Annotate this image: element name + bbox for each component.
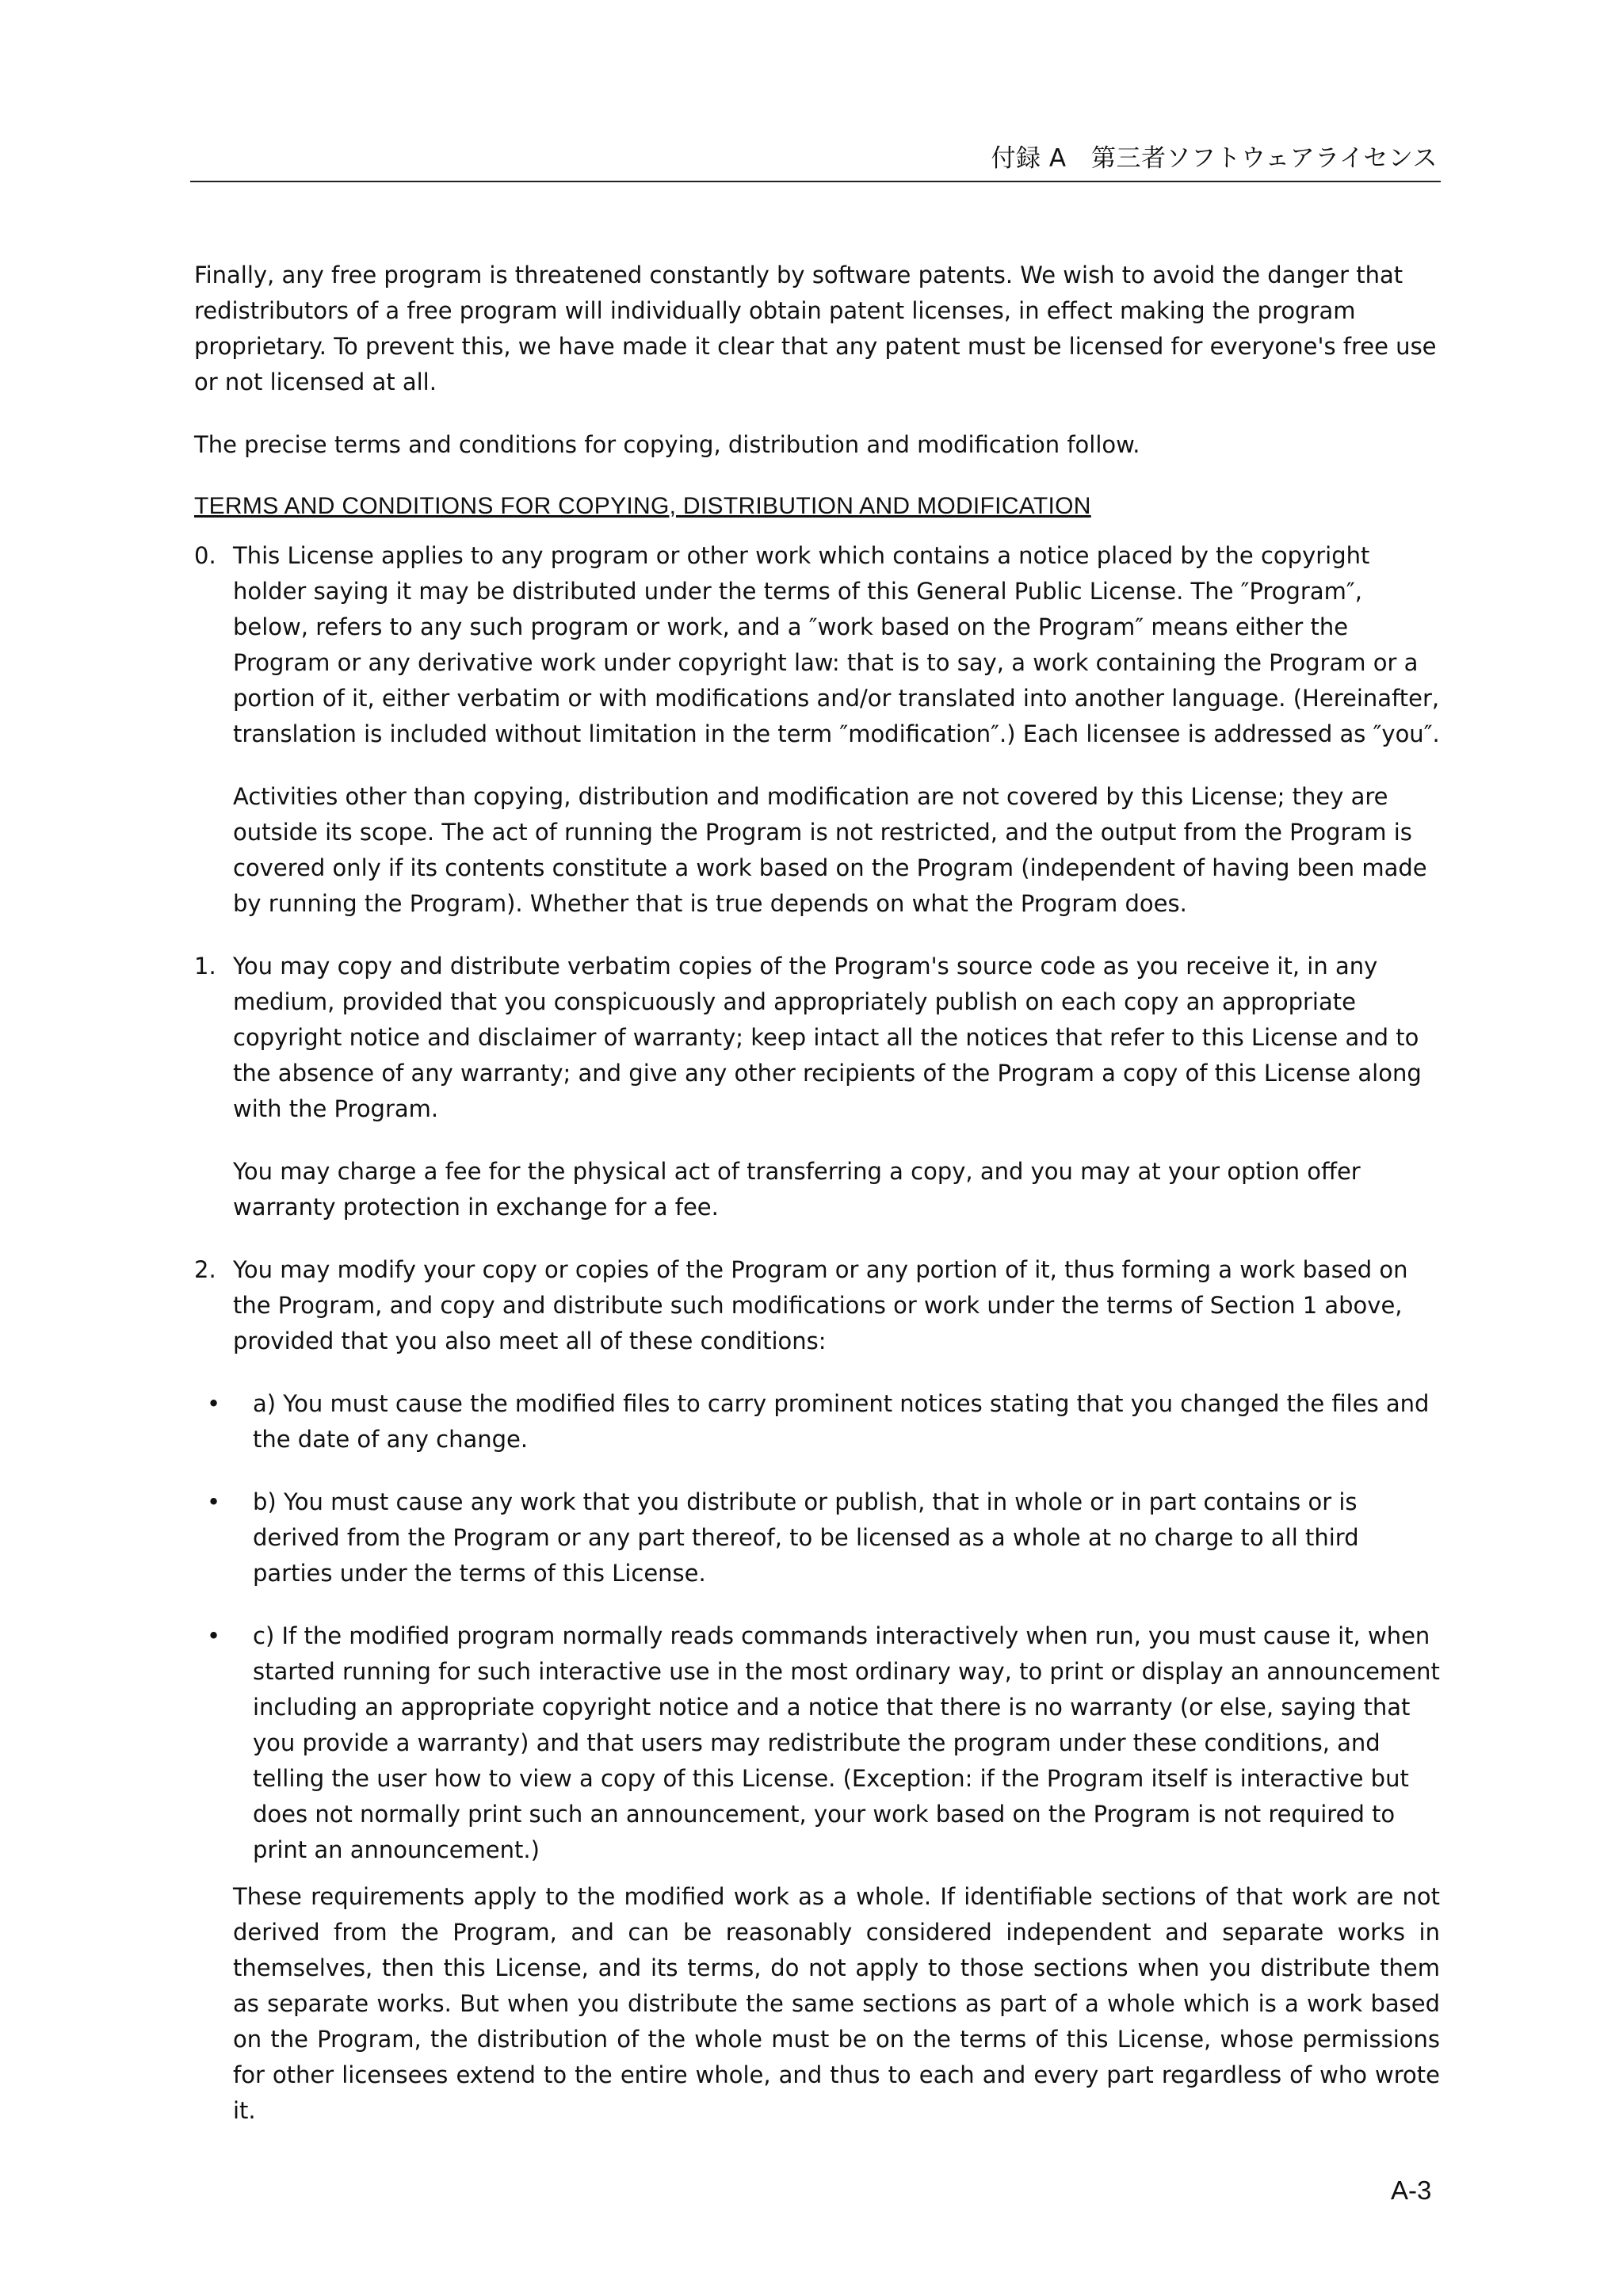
term-item-2: [194, 1252, 1440, 1359]
term-item-0: [194, 538, 1440, 922]
condition-item-c: [194, 1618, 1440, 1868]
closing-paragraph: These requirements apply to the modified work as a whole. If identifiable sections of that work are not derived from the Program, and can be reasonably considered independent and separate works in themselves, then this License, and its terms, do not apply to those sections when you distribute them as separate works. But when you distribute the same sections as part of a whole which is a work based on the Program, the distribution of the whole must be on the terms of this License, whose permissions for other licensees extend to the entire whole, and thus to each and every part regardless of who wrote it.: [233, 1883, 1440, 2124]
page-header: [190, 136, 1441, 182]
bullet-icon: •: [207, 1488, 221, 1515]
intro-paragraph-terms-follow: The precise terms and conditions for copying, distribution and modification follow.: [194, 431, 1140, 458]
term-item-2-closing: [194, 1879, 1440, 2129]
term-item-number: 0.: [194, 542, 216, 569]
term-item-number: 1.: [194, 953, 216, 980]
bullet-icon: •: [207, 1390, 221, 1417]
condition-item-b: [194, 1484, 1440, 1591]
term-item-1: [194, 949, 1440, 1225]
condition-text: b) You must cause any work that you distribute or publish, that in whole or in part contains or is derived from the Program or any part thereof, to be licensed as a whole at no charge to all third parties under the terms of this License.: [253, 1488, 1359, 1587]
condition-text: a) You must cause the modified files to carry prominent notices stating that you changed the files and the date of any change.: [253, 1390, 1430, 1453]
term-paragraph: You may copy and distribute verbatim copies of the Program's source code as you receive it, in any medium, provided that you conspicuously and appropriately publish on each copy an appropriate copyright notice and disclaimer of warranty; keep intact all the notices that refer to this License and to the absence of any warranty; and give any other recipients of the Program a copy of this License along with the Program.: [233, 953, 1422, 1122]
bullet-icon: •: [207, 1622, 221, 1649]
term-paragraph: This License applies to any program or other work which contains a notice placed by the copyright holder saying it may be distributed under the terms of this General Public License. The ″Program″, below, refers to any such program or work, and a ″work based on the Program″ means either the Program or any derivative work under copyright law: that is to say, a work containing the Program or a portion of it, either verbatim or with modifications and/or translated into another language. (Hereinafter, translation is included without limitation in the term ″modification″.) Each licensee is addressed as ″you″.: [233, 542, 1440, 747]
condition-text: c) If the modified program normally reads commands interactively when run, you must cause it, when started running for such interactive use in the most ordinary way, to print or display an announcement including an appropriate copyright notice and a notice that there is no warranty (or else, saying that you provide a warranty) and that users may redistribute the program under these conditions, and telling the user how to view a copy of this License. (Exception: if the Program itself is interactive but does not normally print such an announcement, your work based on the Program is not required to print an announcement.): [253, 1622, 1440, 1863]
document-body: [194, 258, 1440, 2129]
page-number: A-3: [1391, 2176, 1432, 2205]
term-paragraph: You may modify your copy or copies of the Program or any portion of it, thus forming a work based on the Program, and copy and distribute such modifications or work under the terms of Section 1 above, provided that you also meet all of these conditions:: [233, 1256, 1408, 1354]
term-item-number: 2.: [194, 1256, 216, 1283]
header-title: 付録 A 第三者ソフトウェアライセンス: [991, 144, 1438, 173]
term-paragraph: Activities other than copying, distribution and modification are not covered by this License; they are outside its scope. The act of running the Program is not restricted, and the output from the Program is covered only if its contents constitute a work based on the Program (independent of having been made by running the Program). Whether that is true depends on what the Program does.: [233, 783, 1427, 917]
terms-heading: TERMS AND CONDITIONS FOR COPYING, DISTRIBUTION AND MODIFICATION: [194, 493, 1091, 519]
term-paragraph: You may charge a fee for the physical act of transferring a copy, and you may at your option offer warranty protection in exchange for a fee.: [233, 1158, 1361, 1221]
condition-item-a: [194, 1386, 1440, 1457]
intro-paragraph-patents: Finally, any free program is threatened constantly by software patents. We wish to avoid the danger that redistributors of a free program will individually obtain patent licenses, in effect making the program proprietary. To prevent this, we have made it clear that any patent must be licensed for everyone's free use or not licensed at all.: [194, 262, 1437, 395]
